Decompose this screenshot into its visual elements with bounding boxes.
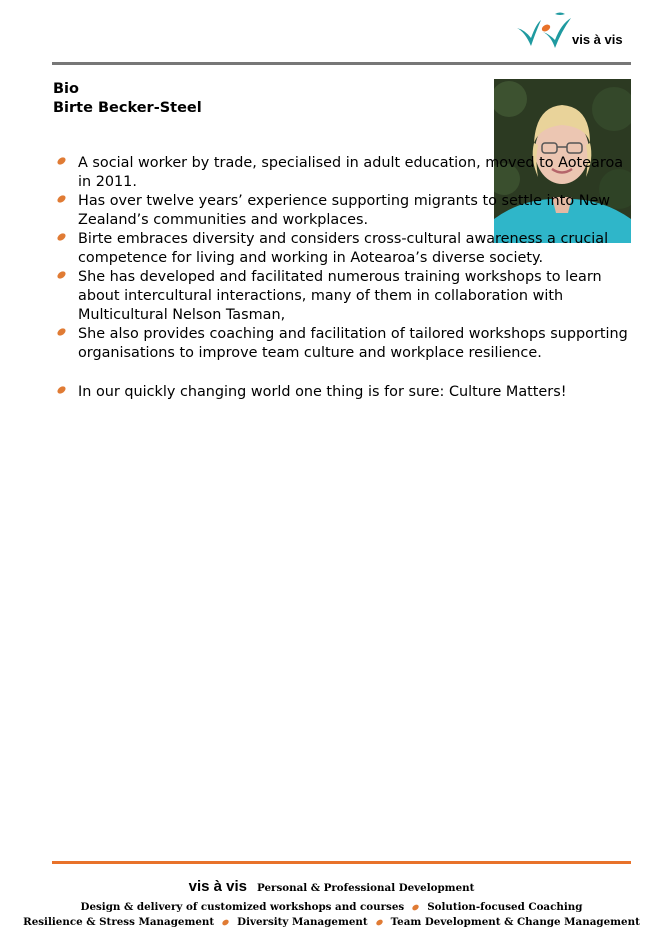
- footer-services-row-2: [0, 916, 663, 928]
- footer-brand-line: [0, 878, 663, 895]
- bio-name: Birte Becker-Steel: [53, 100, 202, 116]
- list-item: [55, 268, 635, 325]
- list-item: [55, 325, 635, 363]
- footer-service: Team Development & Change Management: [390, 916, 640, 928]
- bullet-leaf-icon: [56, 156, 67, 166]
- footer-service: Design & delivery of customized workshops and courses: [80, 901, 405, 913]
- footer-service: Diversity Management: [237, 916, 368, 928]
- bullet-text: Has over twelve years’ experience supporting migrants to settle into New Zealand’s communities and workplaces.: [78, 193, 611, 228]
- bio-bullet-list: [55, 154, 635, 402]
- footer-brand: vis à vis: [188, 878, 247, 895]
- vis-a-vis-logo: [515, 10, 625, 54]
- footer-bullet-icon: [411, 903, 420, 911]
- bullet-text: She has developed and facilitated numerous training workshops to learn about intercultural interactions, many of them in collaboration with Multicultural Nelson Tasman,: [78, 269, 602, 323]
- bullet-leaf-icon: [56, 327, 67, 337]
- bullet-text: A social worker by trade, specialised in adult education, moved to Aotearoa in 2011.: [78, 155, 624, 190]
- bullet-text: She also provides coaching and facilitation of tailored workshops supporting organisations to improve team culture and workplace resilience.: [78, 326, 628, 361]
- bio-heading: Bio: [53, 81, 79, 97]
- footer-divider: [52, 861, 631, 864]
- list-item: [55, 192, 635, 230]
- footer-service: Solution-focused Coaching: [427, 901, 583, 913]
- list-item: [55, 383, 635, 402]
- bullet-leaf-icon: [56, 232, 67, 242]
- bullet-text: In our quickly changing world one thing is for sure: Culture Matters!: [78, 384, 567, 400]
- footer-tagline: Personal & Professional Development: [257, 882, 475, 894]
- bullet-leaf-icon: [56, 270, 67, 280]
- footer-bullet-icon: [375, 918, 384, 926]
- top-divider: [52, 62, 631, 65]
- bullet-leaf-icon: [56, 194, 67, 204]
- vis-a-vis-logo-mark-icon: [515, 10, 575, 50]
- bullet-leaf-icon: [56, 385, 67, 395]
- bio-heading-block: [53, 80, 202, 118]
- list-item: [55, 230, 635, 268]
- bullet-text: Birte embraces diversity and considers cross-cultural awareness a crucial competence for living and working in Aotearoa’s diverse society.: [78, 231, 609, 266]
- logo-text: vis à vis: [572, 32, 623, 47]
- footer-bullet-icon: [221, 918, 230, 926]
- list-item: [55, 154, 635, 192]
- footer-services-row-1: [0, 901, 663, 913]
- footer-service: Resilience & Stress Management: [23, 916, 215, 928]
